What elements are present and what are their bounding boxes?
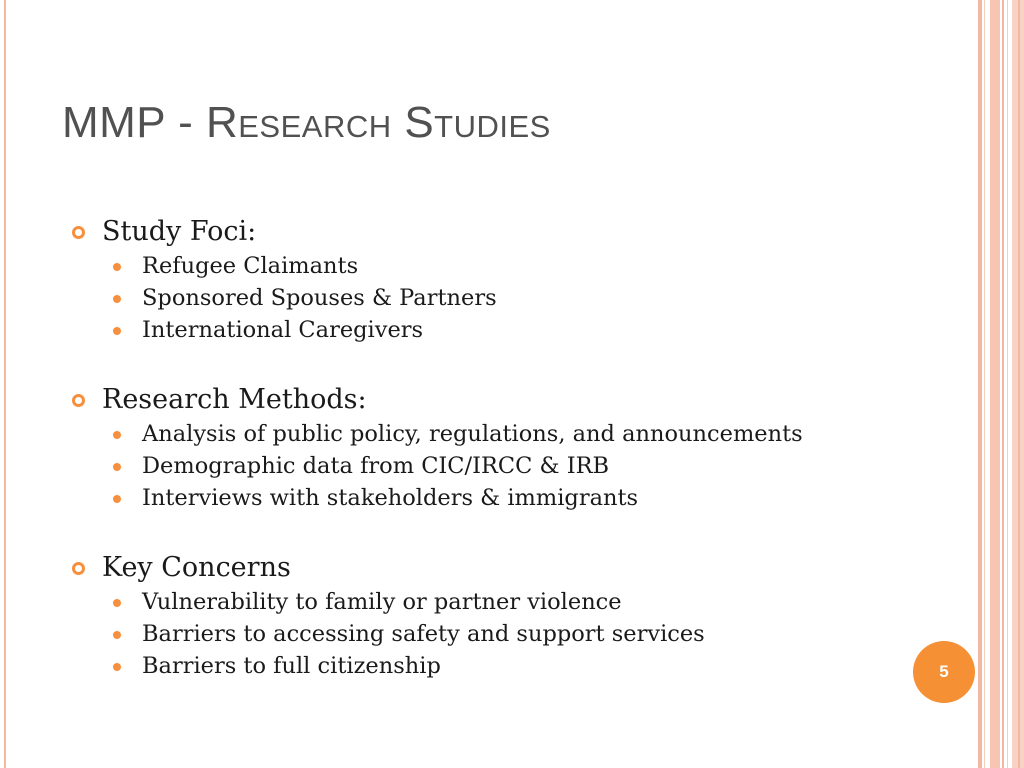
- list-item-text: Barriers to full citizenship: [142, 653, 441, 679]
- list-item-text: Analysis of public policy, regulations, and announcements: [142, 421, 803, 447]
- dot-bullet-icon: [113, 263, 121, 271]
- dot-bullet-icon: [113, 663, 121, 671]
- section-heading-text: Research Methods:: [102, 384, 367, 415]
- section-research-methods: [70, 382, 803, 514]
- dot-bullet-icon: [113, 463, 121, 471]
- list-item-text: Refugee Claimants: [142, 253, 359, 279]
- decorative-stripe: [990, 0, 1000, 768]
- ring-bullet-icon: [72, 394, 85, 407]
- dot-bullet-icon: [113, 631, 121, 639]
- section-heading-text: Study Foci:: [102, 216, 257, 247]
- bullet-list: [70, 418, 803, 514]
- slide-title: MMP - Research Studies: [62, 98, 551, 147]
- section-heading-text: Key Concerns: [102, 552, 291, 583]
- decorative-stripe: [984, 0, 985, 768]
- list-item-text: Interviews with stakeholders & immigrants: [142, 485, 639, 511]
- list-item: [70, 314, 497, 346]
- list-item: [70, 250, 497, 282]
- list-item: [70, 482, 803, 514]
- list-item: [70, 618, 705, 650]
- section-study-foci: [70, 214, 497, 346]
- list-item-text: International Caregivers: [142, 317, 424, 343]
- bullet-list: [70, 250, 497, 346]
- dot-bullet-icon: [113, 295, 121, 303]
- list-item-text: Sponsored Spouses & Partners: [142, 285, 497, 311]
- list-item: [70, 282, 497, 314]
- list-item-text: Vulnerability to family or partner violence: [142, 589, 622, 615]
- decorative-stripe: [1007, 0, 1008, 768]
- bullet-list: [70, 586, 705, 682]
- list-item: [70, 418, 803, 450]
- slide-frame-left: [4, 0, 6, 768]
- list-item-text: Demographic data from CIC/IRCC & IRB: [142, 453, 610, 479]
- page-number-badge: 5: [913, 641, 975, 703]
- dot-bullet-icon: [113, 431, 121, 439]
- list-item: [70, 650, 705, 682]
- list-item: [70, 450, 803, 482]
- section-heading: [70, 214, 497, 250]
- decorative-stripe: [1002, 0, 1004, 768]
- section-heading: [70, 382, 803, 418]
- dot-bullet-icon: [113, 495, 121, 503]
- section-key-concerns: [70, 550, 705, 682]
- ring-bullet-icon: [72, 226, 85, 239]
- ring-bullet-icon: [72, 562, 85, 575]
- dot-bullet-icon: [113, 599, 121, 607]
- list-item-text: Barriers to accessing safety and support services: [142, 621, 705, 647]
- decorative-stripe: [1018, 0, 1020, 768]
- dot-bullet-icon: [113, 327, 121, 335]
- decorative-stripe: [978, 0, 982, 768]
- section-heading: [70, 550, 705, 586]
- list-item: [70, 586, 705, 618]
